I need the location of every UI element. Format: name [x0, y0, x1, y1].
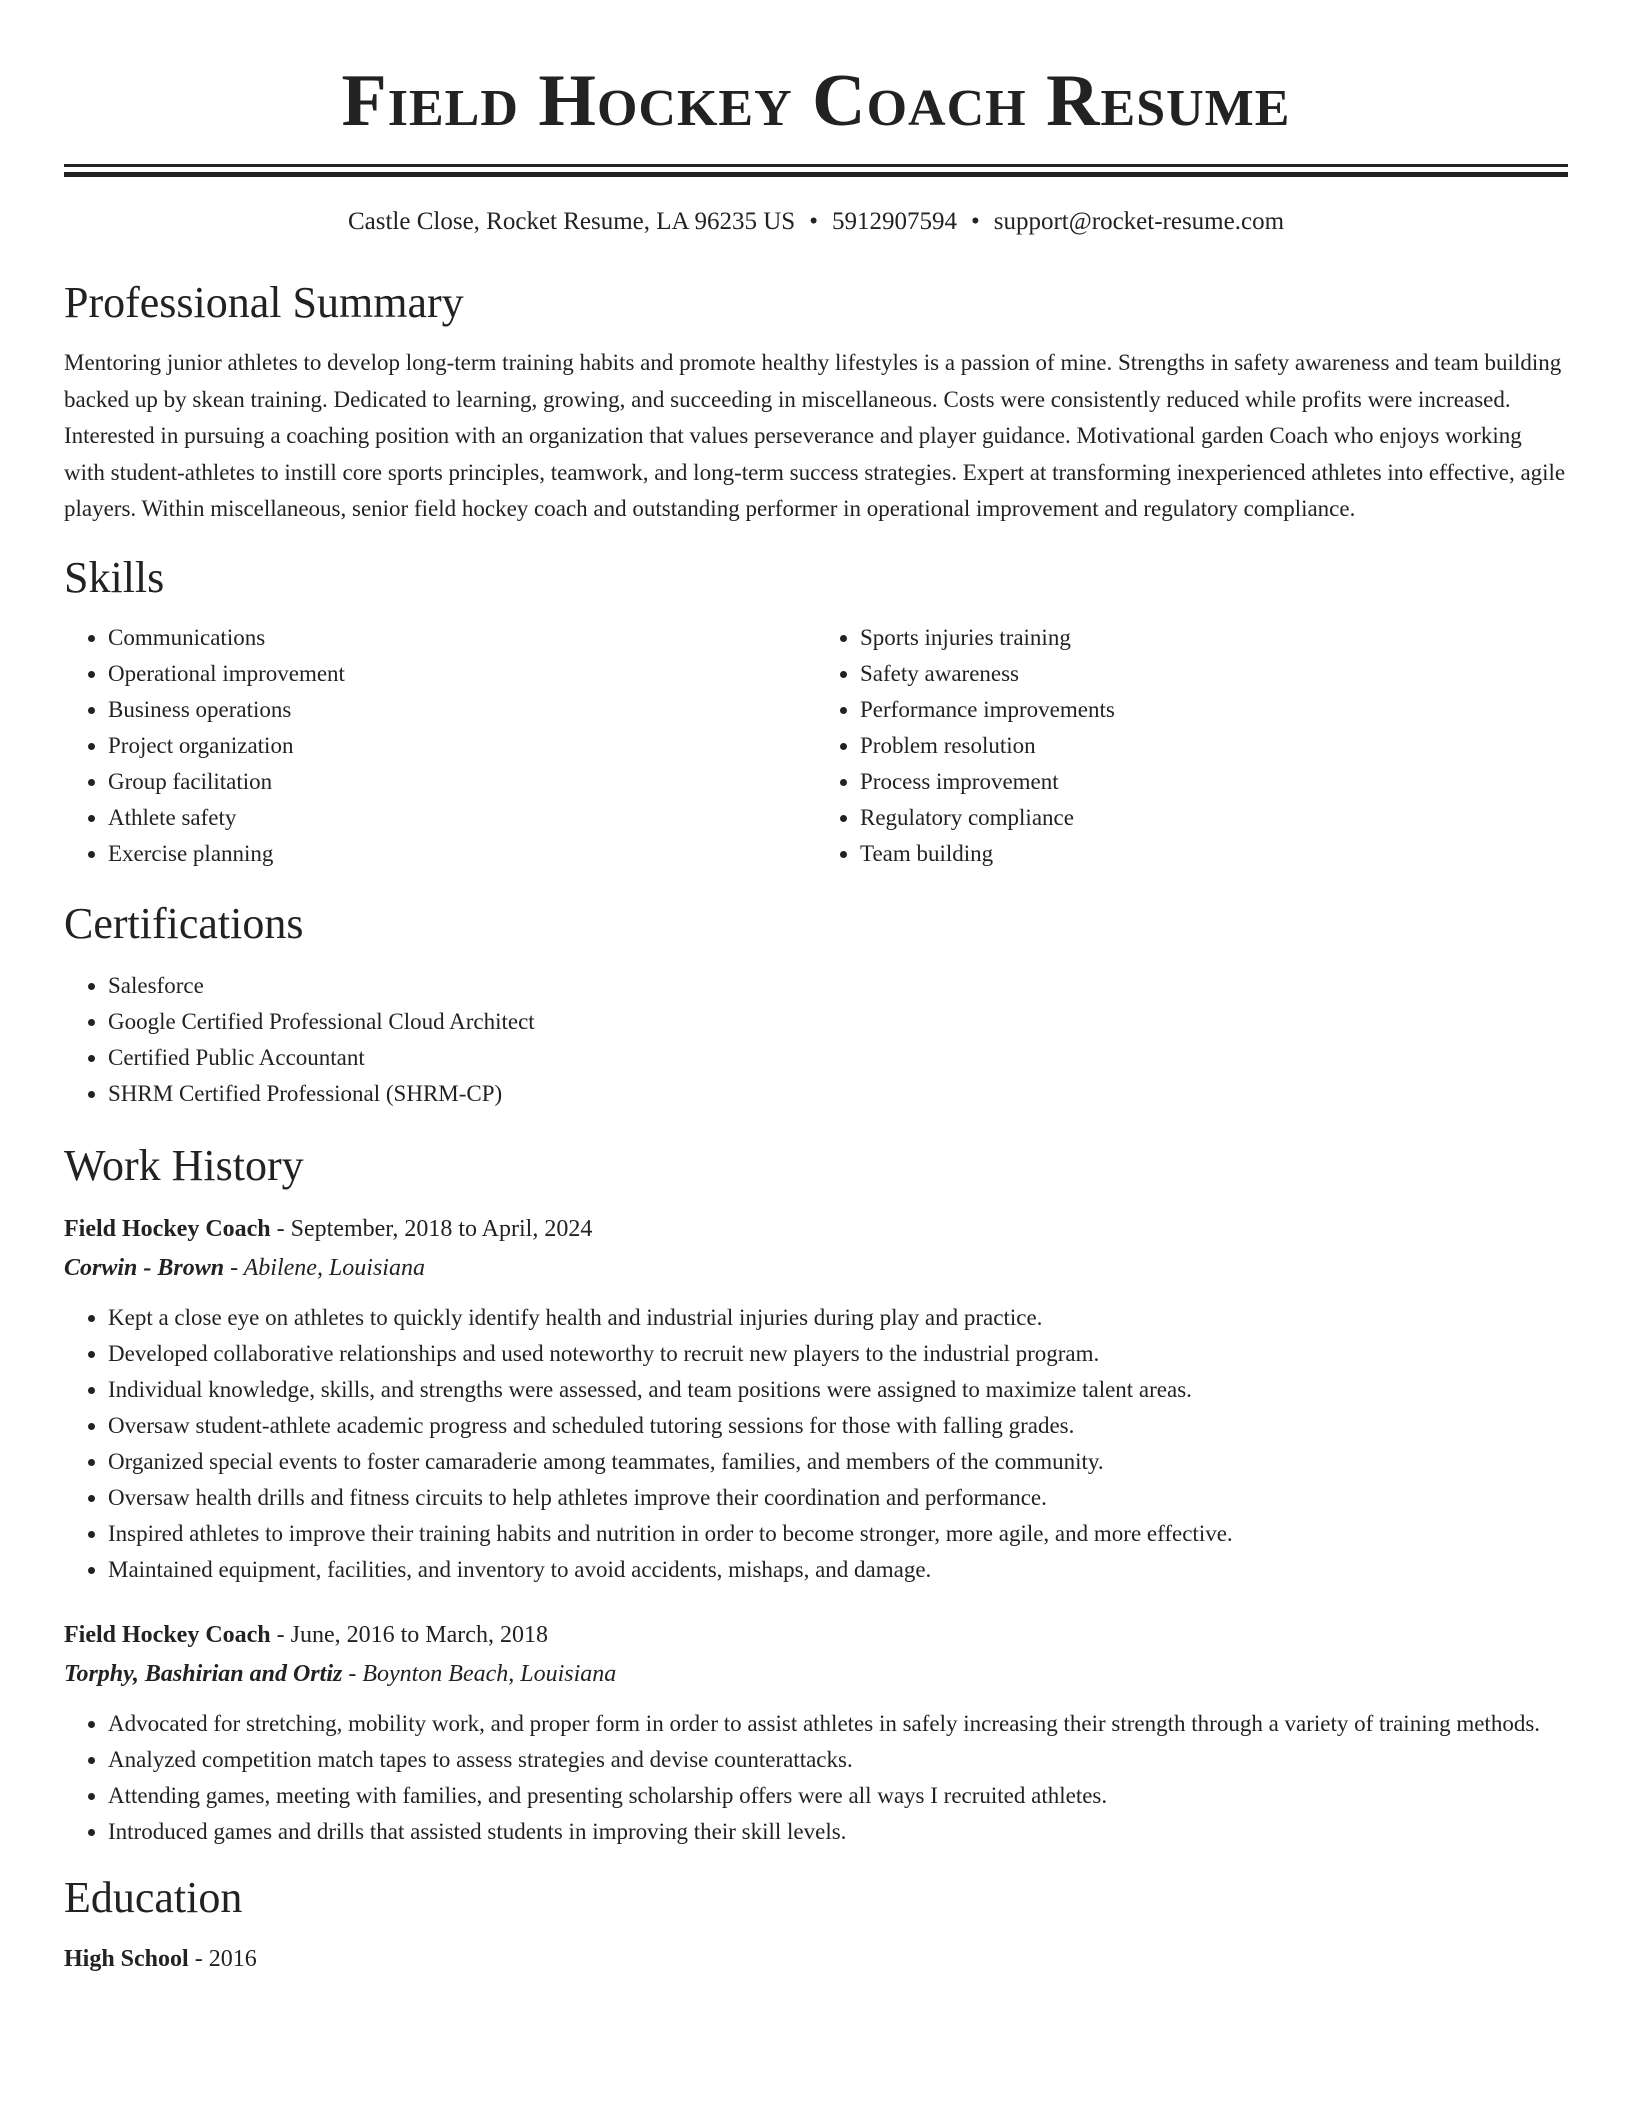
skill-item: • Operational improvement — [108, 656, 816, 692]
certifications-list — [64, 968, 1568, 1112]
skill-item: • Business operations — [108, 692, 816, 728]
job-location: - Abilene, Louisiana — [224, 1254, 425, 1281]
skill-item: • Athlete safety — [108, 800, 816, 836]
work-history-heading: Work History — [64, 1140, 304, 1190]
job-bullet: • Individual knowledge, skills, and strengths were assessed, and team positions were assigned to maximize talent areas. — [108, 1372, 1568, 1408]
certifications-heading: Certifications — [64, 898, 304, 948]
skills-list-right — [816, 620, 1568, 872]
job-dates: - September, 2018 to April, 2024 — [270, 1215, 593, 1242]
job-bullet: • Attending games, meeting with families, and presenting scholarship offers were all ways I recruited athletes. — [108, 1778, 1568, 1814]
job-bullet: • Organized special events to foster camaraderie among teammates, families, and members of the community. — [108, 1444, 1568, 1480]
job-company: Corwin - Brown — [64, 1254, 225, 1281]
skill-item: • Exercise planning — [108, 836, 816, 872]
skills-list-left — [64, 620, 816, 872]
job-company-line — [64, 1655, 1568, 1694]
job-title-line — [64, 1616, 1568, 1655]
certification-item: • SHRM Certified Professional (SHRM-CP) — [108, 1076, 1568, 1112]
job-location: - Boynton Beach, Louisiana — [342, 1660, 617, 1687]
skill-item: • Project organization — [108, 728, 816, 764]
skills-heading: Skills — [64, 552, 165, 602]
education-year: - 2016 — [188, 1945, 257, 1972]
skill-item: • Group facilitation — [108, 764, 816, 800]
job-bullet: • Advocated for stretching, mobility work, and proper form in order to assist athletes in safely increasing their strength through a variety of training methods. — [108, 1706, 1568, 1742]
skill-item: • Team building — [860, 836, 1568, 872]
contact-separator: • — [809, 208, 818, 235]
education-heading: Education — [64, 1872, 243, 1922]
job-bullets — [64, 1706, 1568, 1850]
job-bullet: • Introduced games and drills that assisted students in improving their skill levels. — [108, 1814, 1568, 1850]
skill-item: • Regulatory compliance — [860, 800, 1568, 836]
skill-item: • Problem resolution — [860, 728, 1568, 764]
title-divider-thick — [64, 172, 1568, 177]
job-bullet: • Oversaw health drills and fitness circuits to help athletes improve their coordination and performance. — [108, 1480, 1568, 1516]
education-entry — [64, 1940, 1568, 1979]
job-company: Torphy, Bashirian and Ortiz — [64, 1660, 343, 1687]
job-entry — [64, 1616, 1568, 1850]
education-degree: High School — [64, 1945, 189, 1972]
contact-phone: 5912907594 — [831, 208, 957, 235]
job-bullet: • Inspired athletes to improve their training habits and nutrition in order to become stronger, more agile, and more effective. — [108, 1516, 1568, 1552]
certification-item: • Certified Public Accountant — [108, 1040, 1568, 1076]
job-bullet: • Kept a close eye on athletes to quickly identify health and industrial injuries during play and practice. — [108, 1300, 1568, 1336]
certification-item: • Google Certified Professional Cloud Architect — [108, 1004, 1568, 1040]
certification-item: • Salesforce — [108, 968, 1568, 1004]
job-bullet: • Maintained equipment, facilities, and inventory to avoid accidents, mishaps, and damage. — [108, 1552, 1568, 1588]
title-divider-thin — [64, 164, 1568, 167]
skill-item: • Performance improvements — [860, 692, 1568, 728]
job-entry — [64, 1210, 1568, 1588]
job-title-line — [64, 1210, 1568, 1249]
skill-item: • Process improvement — [860, 764, 1568, 800]
job-bullet: • Analyzed competition match tapes to assess strategies and devise counterattacks. — [108, 1742, 1568, 1778]
contact-address: Castle Close, Rocket Resume, LA 96235 US — [347, 208, 796, 235]
skill-item: • Safety awareness — [860, 656, 1568, 692]
contact-email[interactable]: support@rocket-resume.com — [993, 208, 1285, 235]
skill-item: • Communications — [108, 620, 816, 656]
summary-text: Mentoring junior athletes to develop long-term training habits and promote healthy lifestyles is a passion of mine. Strengths in safety awareness and team building backed up by skean training. Dedicated to learning, growing, and succeeding in miscellaneous. Costs were consistently reduced while profits were increased. Interested in pursuing a coaching position with an organization that values perseverance and player guidance. Motivational garden Coach who enjoys working with student-athletes to instill core sports principles, teamwork, and long-term success strategies. Expert at transforming inexperienced athletes into effective, agile players. Within miscellaneous, senior field hockey coach and outstanding performer in operational improvement and regulatory compliance. — [64, 350, 1566, 522]
job-title: Field Hockey Coach — [64, 1215, 271, 1242]
skill-item: • Sports injuries training — [860, 620, 1568, 656]
job-company-line — [64, 1249, 1568, 1288]
job-bullet: • Oversaw student-athlete academic progress and scheduled tutoring sessions for those with falling grades. — [108, 1408, 1568, 1444]
job-dates: - June, 2016 to March, 2018 — [270, 1621, 548, 1648]
job-bullets — [64, 1300, 1568, 1588]
contact-separator: • — [970, 208, 980, 235]
summary-heading: Professional Summary — [64, 278, 464, 327]
skills-columns — [64, 620, 1568, 872]
job-title: Field Hockey Coach — [64, 1621, 271, 1648]
page-title: Field Hockey Coach Resume — [341, 60, 1291, 142]
job-bullet: • Developed collaborative relationships and used noteworthy to recruit new players to the industrial program. — [108, 1336, 1568, 1372]
contact-line — [64, 205, 1568, 239]
